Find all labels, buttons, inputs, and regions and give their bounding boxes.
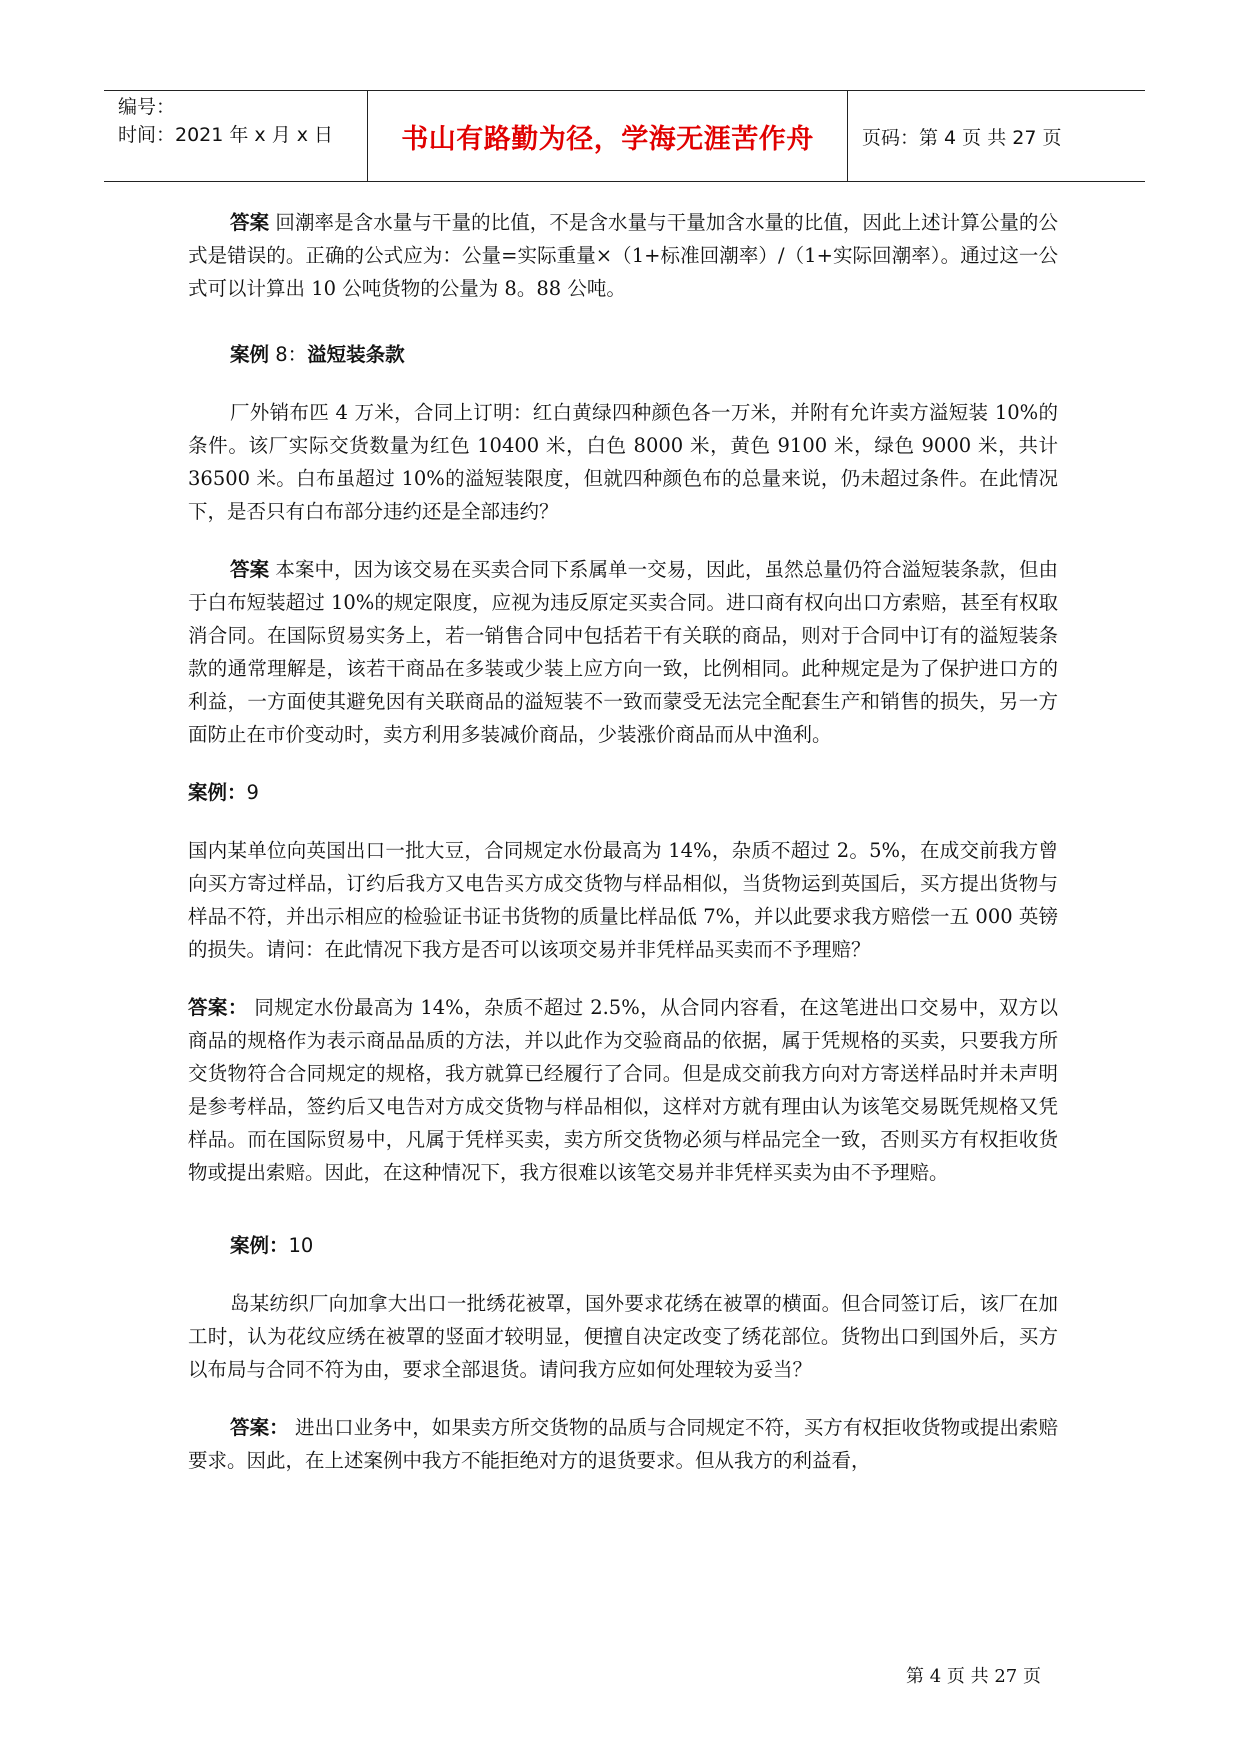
header-motto: 书山有路勤为径，学海无涯苦作舟 <box>368 91 848 181</box>
answer-label: 答案 <box>230 558 270 581</box>
answer-label: 答案： <box>188 996 248 1019</box>
answer-text: 同规定水份最高为 14%，杂质不超过 2.5%，从合同内容看，在这笔进出口交易中，双方以商品的规格作为表示商品品质的方法，并以此作为交验商品的依据，属于凭规格的买卖，只要我方所交货物符合合同规定的规格，我方就算已经履行了合同。但是成交前我方向对方寄送样品时并未声明是参考样品，签约后又电告对方成交货物与样品相似，这样对方就有理由认为该笔交易既凭规格又凭样品。而在国际贸易中，凡属于凭样买卖，卖方所交货物必须与样品完全一致，否则买方有权拒收货物或提出索赔。因此，在这种情况下，我方很难以该笔交易并非凭样买卖为由不予理赔。 <box>188 996 1058 1184</box>
header-time-label: 时间：2021 年 x 月 x 日 <box>118 124 334 146</box>
case-9-answer <box>188 991 1058 1189</box>
document-body <box>188 206 1058 1477</box>
case-10-answer <box>188 1411 1058 1477</box>
answer-paragraph-1 <box>188 206 1058 305</box>
answer-label: 答案： <box>230 1416 289 1439</box>
case-9-question: 国内某单位向英国出口一批大豆，合同规定水份最高为 14%，杂质不超过 2。5%，在成交前我方曾向买方寄过样品，订约后我方又电告买方成交货物与样品相似，当货物运到英国后，买方提出货物与样品不符，并出示相应的检验证书证书货物的质量比样品低 7%，并以此要求我方赔偿一五 000 英镑的损失。请问：在此情况下我方是否可以该项交易并非凭样品买卖而不予理赔？ <box>188 839 1058 961</box>
page-header <box>104 90 1145 182</box>
answer-text: 进出口业务中，如果卖方所交货物的品质与合同规定不符，买方有权拒收货物或提出索赔要求。因此，在上述案例中我方不能拒绝对方的退货要求。但从我方的利益看， <box>188 1416 1058 1472</box>
case-10-heading: 案例：10 <box>230 1234 314 1257</box>
case-8-question: 厂外销布匹 4 万米，合同上订明：红白黄绿四种颜色各一万米，并附有允许卖方溢短装 10%的条件。该厂实际交货数量为红色 10400 米，白色 8000 米，黄色 9100 米，绿色 9000 米，共计 36500 米。白布虽超过 10%的溢短装限度，但就四种颜色布的总量来说，仍未超过条件。在此情况下，是否只有白布部分违约还是全部违约？ <box>188 401 1058 523</box>
header-meta-cell <box>104 91 368 181</box>
header-page-code: 页码：第 4 页 共 27 页 <box>862 126 1062 149</box>
answer-text: 本案中，因为该交易在买卖合同下系属单一交易，因此，虽然总量仍符合溢短装条款，但由于白布短装超过 10%的规定限度，应视为违反原定买卖合同。进口商有权向出口方索赔，甚至有权取消合同。在国际贸易实务上，若一销售合同中包括若干有关联的商品，则对于合同中订有的溢短装条款的通常理解是，该若干商品在多装或少装上应方向一致，比例相同。此种规定是为了保护进口方的利益，一方面使其避免因有关联商品的溢短装不一致而蒙受无法完全配套生产和销售的损失，另一方面防止在市价变动时，卖方利用多装减价商品，少装涨价商品而从中渔利。 <box>188 558 1058 746</box>
page-footer: 第 4 页 共 27 页 <box>906 1666 1041 1687</box>
answer-label: 答案 <box>230 211 270 234</box>
header-number-label: 编号： <box>118 96 176 118</box>
case-9-heading: 案例：9 <box>188 781 259 804</box>
case-8-heading: 案例 8：溢短装条款 <box>230 343 405 366</box>
case-10-question: 岛某纺织厂向加拿大出口一批绣花被罩，国外要求花绣在被罩的横面。但合同签订后，该厂在加工时，认为花纹应绣在被罩的竖面才较明显，便擅自决定改变了绣花部位。货物出口到国外后，买方以布局与合同不符为由，要求全部退货。请问我方应如何处理较为妥当？ <box>188 1292 1058 1381</box>
case-8-answer <box>188 553 1058 751</box>
answer-text: 回潮率是含水量与干量的比值，不是含水量与干量加含水量的比值，因此上述计算公量的公式是错误的。正确的公式应为：公量=实际重量×（1+标准回潮率）/（1+实际回潮率）。通过这一公式可以计算出 10 公吨货物的公量为 8。88 公吨。 <box>188 211 1058 300</box>
